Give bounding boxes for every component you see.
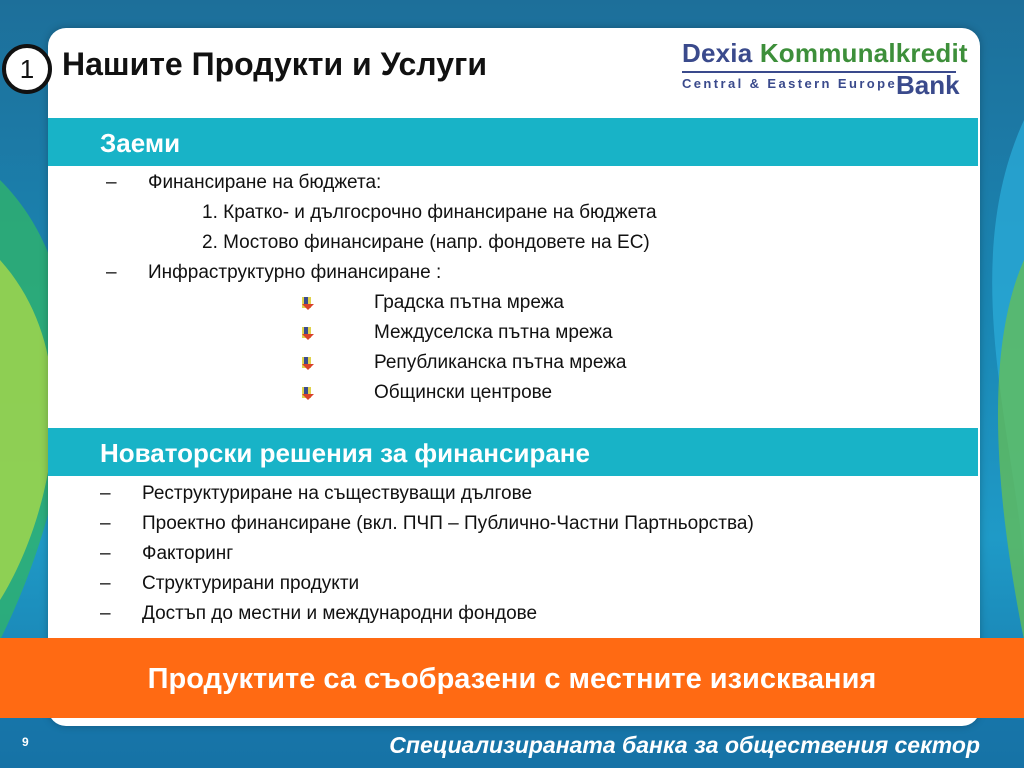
arrow-bullet-icon: [300, 385, 316, 401]
list-item: Републиканска пътна мрежа: [374, 352, 627, 373]
dash-marker: –: [100, 573, 111, 594]
slide-number-badge: [2, 44, 52, 94]
logo-subtitle: Central & Eastern Europe: [682, 76, 898, 91]
dash-marker: –: [100, 513, 111, 534]
list-item: Инфраструктурно финансиране :: [148, 262, 442, 283]
dash-marker: –: [100, 543, 111, 564]
logo-word-bank: Bank: [896, 70, 960, 100]
page-number: 9: [22, 735, 29, 749]
dash-marker: –: [100, 483, 111, 504]
company-logo: [680, 38, 970, 98]
list-item: Общински центрове: [374, 382, 553, 403]
highlight-banner: Продуктите са съобразени с местните изисквания: [0, 638, 1024, 718]
logo-word-dexia: Dexia: [682, 38, 753, 68]
list-item: Финансиране на бюджета:: [148, 172, 382, 193]
dash-marker: –: [106, 172, 117, 193]
arrow-bullet-icon: [300, 295, 316, 311]
list-item: Факторинг: [142, 543, 234, 564]
list-item: Достъп до местни и международни фондове: [142, 603, 538, 624]
list-item: Градска пътна мрежа: [374, 292, 564, 313]
list-item: Междуселска пътна мрежа: [374, 322, 613, 343]
logo-word-kommunalkredit: Kommunalkredit: [759, 38, 968, 68]
list-item: Проектно финансиране (вкл. ПЧП – Публично-Частни Партньорства): [142, 513, 754, 534]
badge-number: 1: [19, 53, 35, 84]
list-item: Реструктуриране на съществуващи дългове: [142, 483, 533, 504]
section-heading-innovative: Новаторски решения за финансиране: [48, 428, 978, 476]
arrow-bullet-icon: [300, 325, 316, 341]
list-item: 1. Кратко- и дългосрочно финансиране на бюджета: [202, 202, 657, 223]
dash-marker: –: [106, 262, 117, 283]
page-title: Нашите Продукти и Услуги: [62, 46, 487, 82]
list-item: Структурирани продукти: [142, 573, 360, 594]
list-item: 2. Мостово финансиране (напр. фондовете на ЕС): [202, 232, 650, 253]
footer-tagline: Специализираната банка за обществения сектор: [389, 732, 980, 758]
arrow-bullet-icon: [300, 355, 316, 371]
section-heading-loans: Заеми: [48, 118, 978, 166]
dash-marker: –: [100, 603, 111, 624]
